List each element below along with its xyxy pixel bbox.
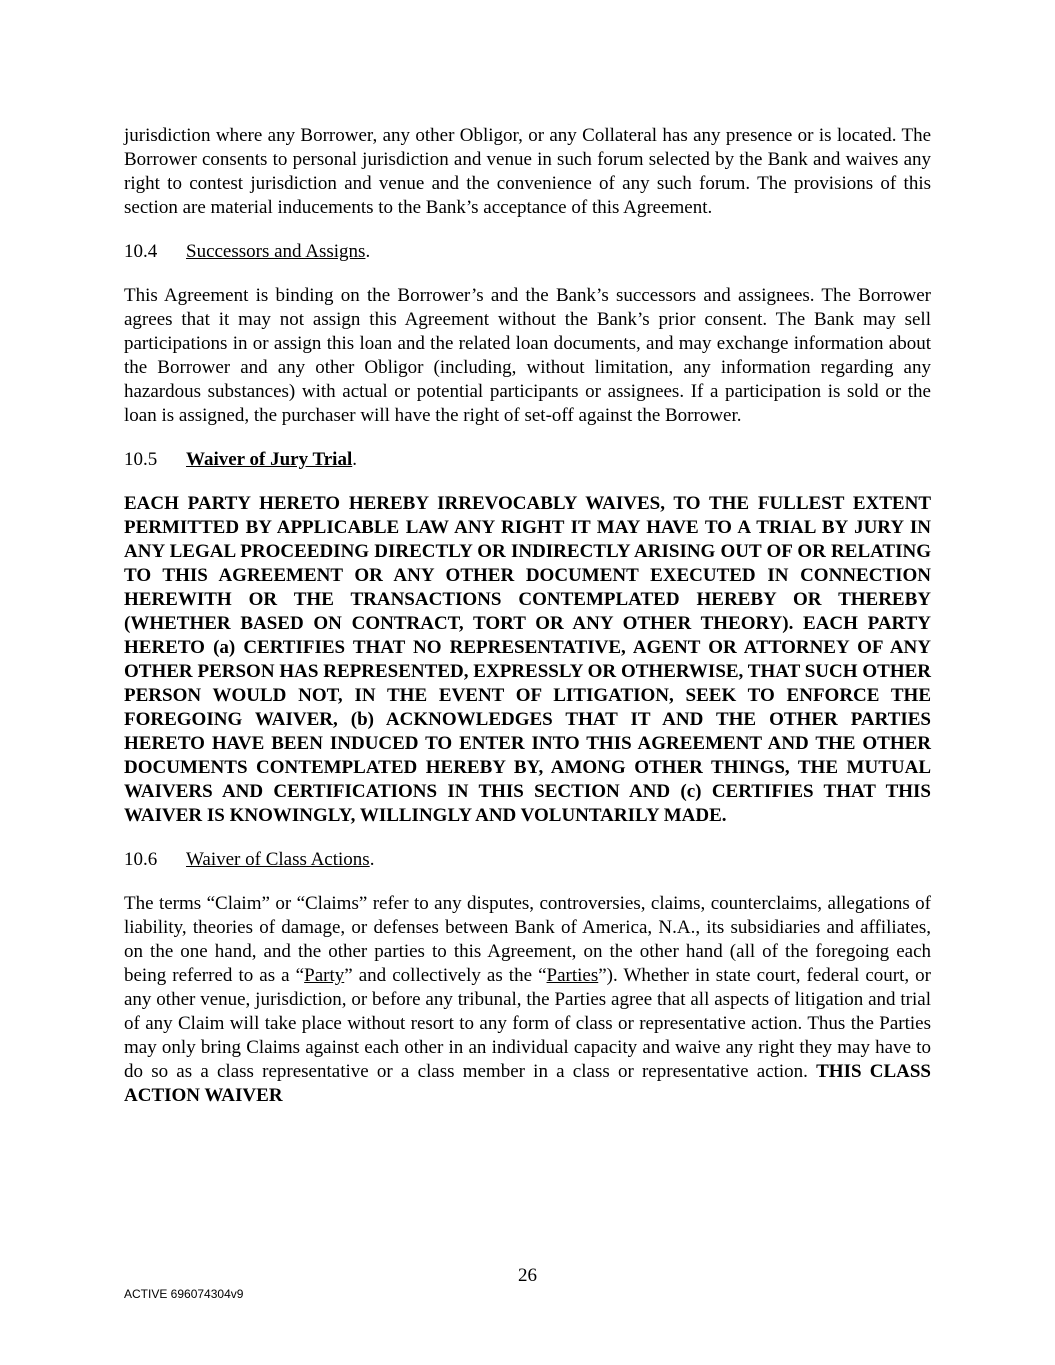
defined-term-party: Party — [304, 965, 345, 986]
section-10-5-heading — [124, 448, 931, 472]
document-page — [124, 124, 931, 1128]
document-id: ACTIVE 696074304v9 — [124, 1287, 244, 1301]
section-title: Waiver of Jury Trial — [186, 449, 353, 470]
body-text: ” and collectively as the “ — [344, 965, 547, 986]
section-title-punct: . — [369, 849, 375, 870]
body-text: ”). Whether in state court, federal court, or any other venue, jurisdiction, or before any tribunal, the Parties agree that all aspects of litigation and trial of any Claim will take place without resort to any form of class or representative action. Thus the Parties may only bring Claims against each other in an individual capacity and waive any right they may have to do so as a class representative or a class member in a class or representative action. — [124, 965, 932, 1082]
section-title: Waiver of Class Actions — [186, 849, 370, 870]
page-number: 26 — [518, 1265, 537, 1286]
section-number: 10.6 — [124, 849, 158, 870]
section-number: 10.5 — [124, 449, 158, 470]
section-title-punct: . — [365, 241, 371, 262]
section-10-6-body — [124, 892, 931, 1108]
section-number: 10.4 — [124, 241, 158, 262]
bold-tail-text: THIS CLASS ACTION WAIVER — [124, 1061, 931, 1106]
section-10-5-body: EACH PARTY HERETO HEREBY IRREVOCABLY WAIVES, TO THE FULLEST EXTENT PERMITTED BY APPLICABLE LAW ANY RIGHT IT MAY HAVE TO A TRIAL BY JURY IN ANY LEGAL PROCEEDING DIRECTLY OR INDIRECTLY ARISING OUT OF OR RELATING TO THIS AGREEMENT OR ANY OTHER DOCUMENT EXECUTED IN CONNECTION HEREWITH OR THE TRANSACTIONS CONTEMPLATED HEREBY OR THEREBY (WHETHER BASED ON CONTRACT, TORT OR ANY OTHER THEORY). EACH PARTY HERETO (a) CERTIFIES THAT NO REPRESENTATIVE, AGENT OR ATTORNEY OF ANY OTHER PERSON HAS REPRESENTED, EXPRESSLY OR OTHERWISE, THAT SUCH OTHER PERSON WOULD NOT, IN THE EVENT OF LITIGATION, SEEK TO ENFORCE THE FOREGOING WAIVER, (b) ACKNOWLEDGES THAT IT AND THE OTHER PARTIES HERETO HAVE BEEN INDUCED TO ENTER INTO THIS AGREEMENT AND THE OTHER DOCUMENTS CONTEMPLATED HEREBY BY, AMONG OTHER THINGS, THE MUTUAL WAIVERS AND CERTIFICATIONS IN THIS SECTION AND (c) CERTIFIES THAT THIS WAIVER IS KNOWINGLY, WILLINGLY AND VOLUNTARILY MADE. — [124, 493, 931, 826]
section-title: Successors and Assigns — [186, 241, 366, 262]
section-title-punct: . — [352, 449, 357, 470]
intro-paragraph: jurisdiction where any Borrower, any other Obligor, or any Collateral has any presence or is located. The Borrower consents to personal jurisdiction and venue in such forum selected by the Bank and waives any right to contest jurisdiction and venue and the convenience of any such forum. The provisions of this section are material inducements to the Bank’s acceptance of this Agreement. — [124, 125, 931, 218]
section-10-4-body: This Agreement is binding on the Borrower’s and the Bank’s successors and assignees. The Borrower agrees that it may not assign this Agreement without the Bank’s prior consent. The Bank may sell participations in or assign this loan and the related loan documents, and may exchange information about the Borrower and any other Obligor (including, without limitation, any information regarding any hazardous substances) with actual or potential participants or assignees. If a participation is sold or the loan is assigned, the purchaser will have the right of set-off against the Borrower. — [124, 285, 931, 426]
defined-term-parties: Parties — [546, 965, 599, 986]
section-10-6-heading — [124, 848, 931, 872]
section-10-4-heading — [124, 240, 931, 264]
body-text: The terms “Claim” or “Claims” refer to any disputes, controversies, claims, counterclaims, allegations of liability, theories of damage, or defenses between Bank of America, N.A., its subsidiaries and affiliates, on the one hand, and the other parties to this Agreement, on the other hand (all of the foregoing each being referred to as a “ — [124, 893, 931, 986]
